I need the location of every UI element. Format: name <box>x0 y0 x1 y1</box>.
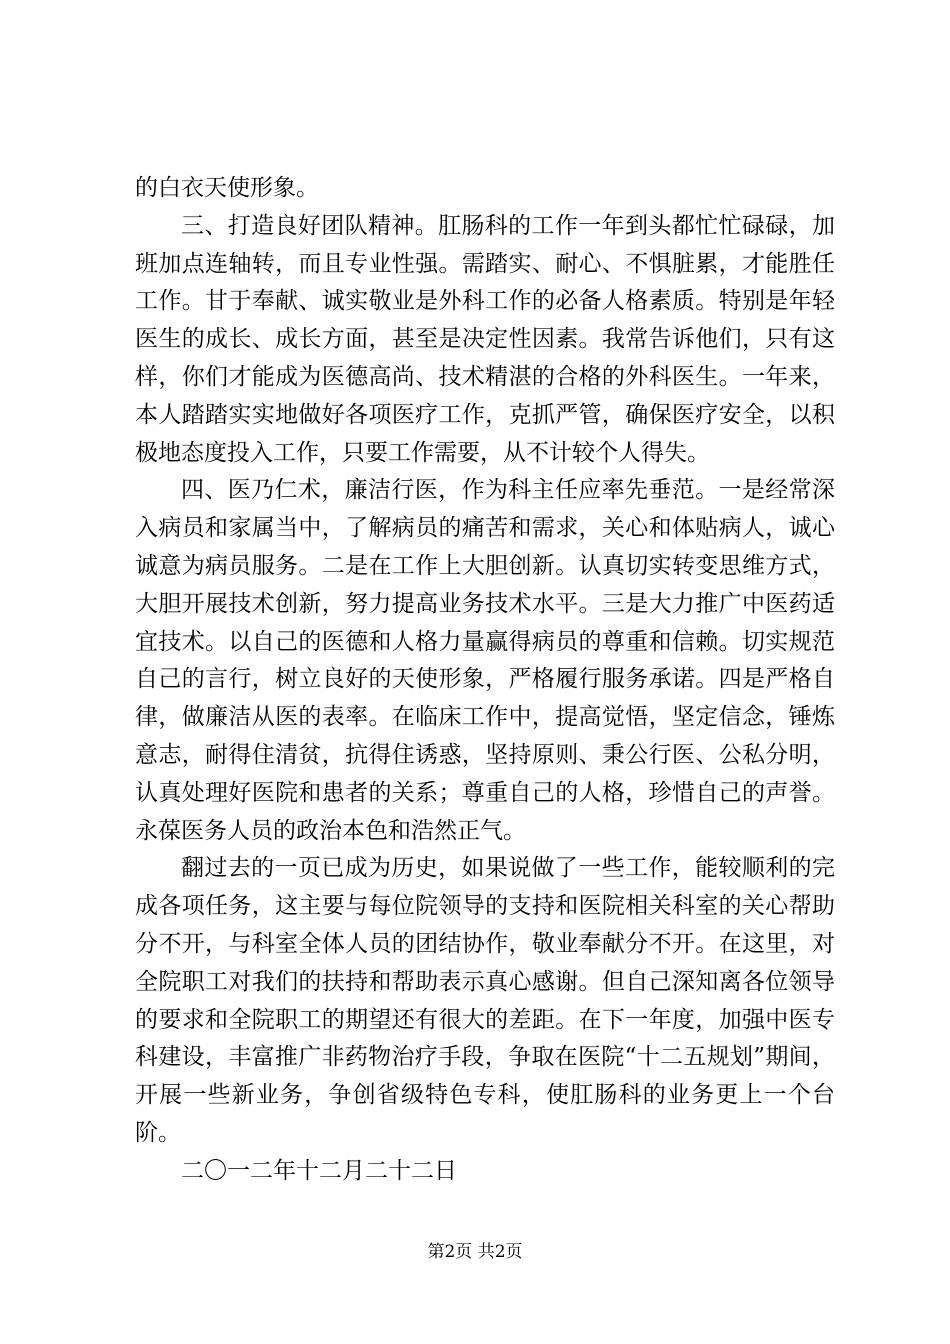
document-date: 二〇一二年十二月二十二日 <box>181 1157 457 1184</box>
paragraph-continuation: 的白衣天使形象。 <box>135 175 319 201</box>
paragraph-integrity: 四、医乃仁术，廉洁行医，作为科主任应率先垂范。一是经常深入病员和家属当中，了解病员的痛苦和需求，关心和体贴病人，诚心诚意为病员服务。二是在工作上大胆创新。认真切实转变思维方式，大胆开展技术创新，努力提高业务技术水平。三是大力推广中医药适宜技术。以自己的医德和人格力量赢得病员的尊重和信赖。切实规范自己的言行，树立良好的天使形象，严格履行服务承诺。四是严格自律，做廉洁从医的表率。在临床工作中，提高觉悟，坚定信念，锤炼意志，耐得住清贫，抗得住诱惑，坚持原则、秉公行医、公私分明，认真处理好医院和患者的关系；尊重自己的人格，珍惜自己的声誉。永葆医务人员的政治本色和浩然正气。 <box>135 477 835 844</box>
paragraph-conclusion: 翻过去的一页已成为历史，如果说做了一些工作，能较顺利的完成各项任务，这主要与每位院领导的支持和医院相关科室的关心帮助分不开，与科室全体人员的团结协作，敬业奉献分不开。在这里，对全院职工对我们的扶持和帮助表示真心感谢。但自己深知离各位领导的要求和全院职工的期望还有很大的差距。在下一年度，加强中医专科建设，丰富推广非药物治疗手段，争取在医院“十二五规划”期间，开展一些新业务，争创省级特色专科，使肛肠科的业务更上一个台阶。 <box>135 855 835 1146</box>
page-number-footer: 第2页 共2页 <box>427 1242 523 1262</box>
paragraph-team-spirit: 三、打造良好团队精神。肛肠科的工作一年到头都忙忙碌碌，加班加点连轴转，而且专业性强。需踏实、耐心、不惧脏累，才能胜任工作。甘于奉献、诚实敬业是外科工作的必备人格素质。特别是年轻医生的成长、成长方面，甚至是决定性因素。我常告诉他们，只有这样，你们才能成为医德高尚、技术精湛的合格的外科医生。一年来，本人踏踏实实地做好各项医疗工作，克抓严管，确保医疗安全，以积极地态度投入工作，只要工作需要，从不计较个人得失。 <box>135 212 835 466</box>
document-body <box>135 170 835 1191</box>
